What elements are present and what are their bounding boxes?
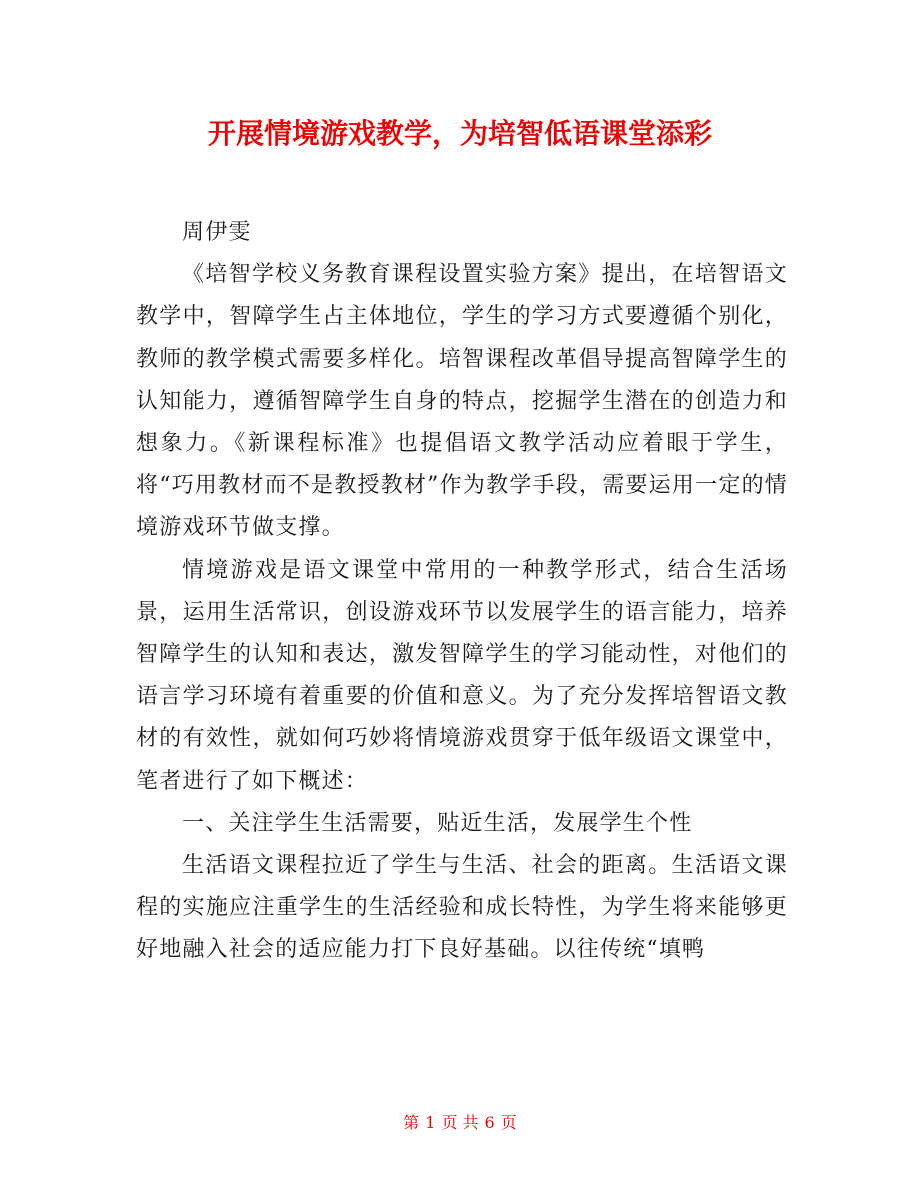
paragraph: 情境游戏是语文课堂中常用的一种教学形式，结合生活场景，运用生活常识，创设游戏环节以发展学生的语言能力，培养智障学生的认知和表达，激发智障学生的学习能动性，对他们的语言学习环境有着重要的价值和意义。为了充分发挥培智语文教材的有效性，就如何巧妙将情境游戏贯穿于低年级语文课堂中，笔者进行了如下概述：	[136, 557, 788, 794]
page-footer	[0, 1112, 920, 1134]
author-name: 周伊雯	[182, 220, 252, 245]
section-heading: 一、关注学生生活需要，贴近生活，发展学生个性	[182, 810, 693, 836]
footer-current-page: 1	[425, 1113, 436, 1132]
document-body	[136, 212, 788, 972]
footer-prefix: 第	[403, 1113, 420, 1132]
paragraph: 《培智学校义务教育课程设置实验方案》提出，在培智语文教学中，智障学生占主体地位，学生的学习方式要遵循个别化，教师的教学模式需要多样化。培智课程改革倡导提高智障学生的认知能力，遵循智障学生自身的特点，挖掘学生潜在的创造力和想象力。《新课程标准》也提倡语文教学活动应着眼于学生，将“巧用教材而不是教授教材”作为教学手段，需要运用一定的情境游戏环节做支撑。	[136, 262, 788, 541]
footer-total-pages: 6	[484, 1113, 495, 1132]
footer-suffix: 页	[500, 1113, 517, 1132]
footer-mid: 页 共	[441, 1113, 479, 1132]
paragraph: 生活语文课程拉近了学生与生活、社会的距离。生活语文课程的实施应注重学生的生活经验和成长特性，为学生将来能够更好地融入社会的适应能力打下良好基础。以往传统“填鸭	[136, 853, 788, 963]
document-title: 开展情境游戏教学，为培智低语课堂添彩	[207, 117, 712, 150]
